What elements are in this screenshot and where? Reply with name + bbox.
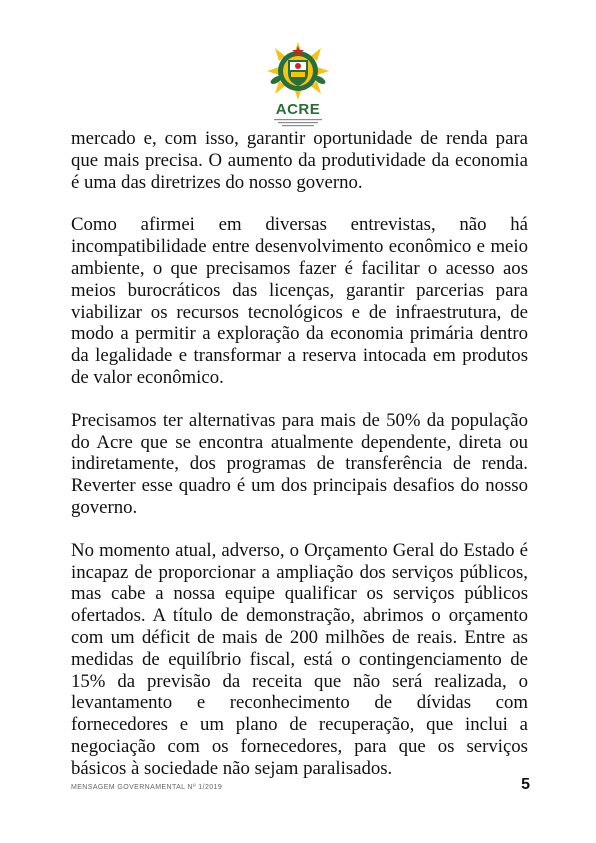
page-number: 5 <box>521 776 530 793</box>
paragraph-3: Precisamos ter alternativas para mais de 50% da população do Acre que se encontra atualmente dependente, direta ou indiretamente, dos programas de transferência de renda. Reverter esse quadro é um dos principais desafios do nosso governo. <box>71 409 528 518</box>
paragraph-2: Como afirmei em diversas entrevistas, não há incompatibilidade entre desenvolvimento econômico e meio ambiente, o que precisamos fazer é facilitar o acesso aos meios burocráticos das licenças, garantir parcerias para viabilizar os recursos tecnológicos e de infraestrutura, de modo a permitir a exploração da economia primária dentro da legalidade e transformar a reserva intocada em produtos de valor econômico. <box>71 214 528 388</box>
logo-tagline-graphic <box>268 118 328 128</box>
acre-coat-of-arms-logo <box>263 40 333 132</box>
footer-label: MENSAGEM GOVERNAMENTAL Nº 1/2019 <box>71 784 223 791</box>
logo-wordmark: ACRE <box>275 101 321 118</box>
message-body <box>71 128 528 801</box>
paragraph-4: No momento atual, adverso, o Orçamento Geral do Estado é incapaz de proporcionar a ampliação dos serviços públicos, mas cabe a nossa equipe qualificar os serviços públicos ofertados. A título de demonstração, abrimos o orçamento com um déficit de mais de 200 milhões de reais. Entre as medidas de equilíbrio fiscal, está o contingenciamento de 15% da previsão da receita que não será realizada, o levantamento e reconhecimento de dívidas com fornecedores e um plano de recuperação, que inclui a negociação com os fornecedores, para que os serviços básicos à sociedade não sejam paralisados. <box>71 539 528 779</box>
coat-of-arms-emblem-icon <box>263 40 333 102</box>
paragraph-1: mercado e, com isso, garantir oportunidade de renda para que mais precisa. O aumento da produtividade da economia é uma das diretrizes do nosso governo. <box>71 128 528 193</box>
